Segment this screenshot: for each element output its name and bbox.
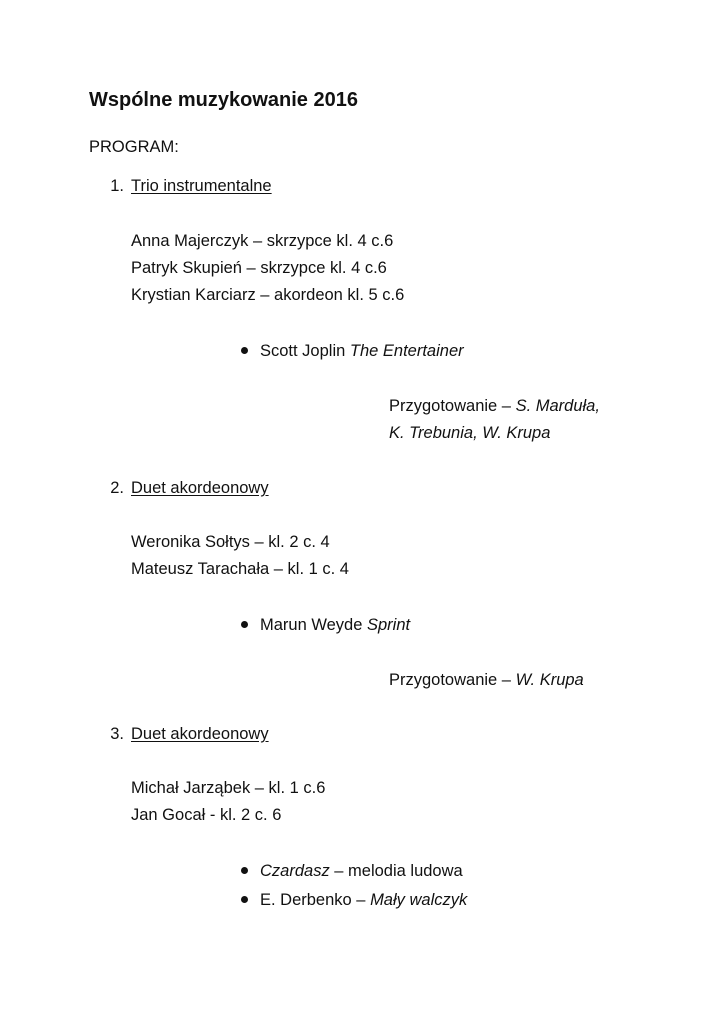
piece-item — [260, 889, 467, 911]
section-number: 1. — [110, 177, 124, 195]
bullet-icon — [241, 896, 248, 903]
preparation-teachers: K. Trebunia, W. Krupa — [389, 424, 551, 442]
bullet-icon — [241, 347, 248, 354]
performer-line: Michał Jarząbek – kl. 1 c.6 — [131, 779, 326, 797]
piece-item — [260, 860, 463, 882]
section-heading: Trio instrumentalne — [131, 177, 272, 195]
piece-composer: Marun Weyde — [260, 616, 367, 634]
preparation-label: Przygotowanie – — [389, 671, 516, 689]
performer-line: Krystian Karciarz – akordeon kl. 5 c.6 — [131, 286, 405, 304]
section-heading: Duet akordeonowy — [131, 479, 269, 497]
preparation-line — [389, 395, 600, 417]
piece-composer: Scott Joplin — [260, 342, 350, 360]
piece-item — [260, 614, 410, 636]
piece-description: – melodia ludowa — [329, 862, 463, 880]
piece-title: Czardasz — [260, 862, 330, 880]
bullet-icon — [241, 621, 248, 628]
piece-title: Mały walczyk — [370, 891, 468, 909]
program-label: PROGRAM: — [89, 138, 179, 156]
preparation-teachers: S. Marduła, — [515, 397, 600, 415]
section-number: 3. — [110, 725, 124, 743]
performer-line: Anna Majerczyk – skrzypce kl. 4 c.6 — [131, 232, 394, 250]
performer-line: Weronika Sołtys – kl. 2 c. 4 — [131, 533, 330, 551]
piece-title: The Entertainer — [349, 342, 464, 360]
performer-line: Jan Gocał - kl. 2 c. 6 — [131, 806, 282, 824]
bullet-icon — [241, 867, 248, 874]
piece-item — [260, 340, 464, 362]
preparation-teachers: W. Krupa — [515, 671, 584, 689]
section-heading: Duet akordeonowy — [131, 725, 269, 743]
performer-line: Mateusz Tarachała – kl. 1 c. 4 — [131, 560, 349, 578]
preparation-line — [389, 669, 584, 691]
preparation-label: Przygotowanie – — [389, 397, 516, 415]
page-title: Wspólne muzykowanie 2016 — [89, 89, 358, 111]
section-number: 2. — [110, 479, 124, 497]
performer-line: Patryk Skupień – skrzypce kl. 4 c.6 — [131, 259, 387, 277]
piece-composer: E. Derbenko – — [260, 891, 371, 909]
piece-title: Sprint — [367, 616, 411, 634]
